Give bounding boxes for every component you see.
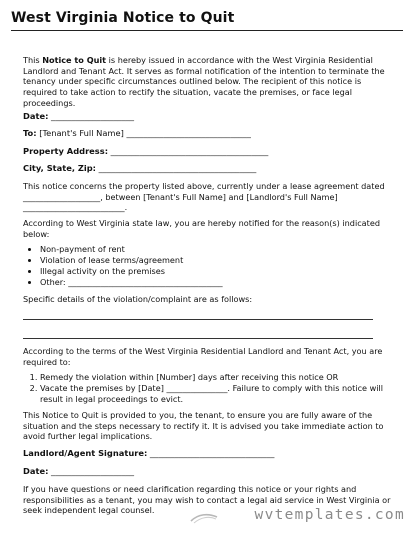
date2-line: ____________________ xyxy=(51,466,135,476)
property-address-label: Property Address: xyxy=(23,146,109,156)
lease-paragraph xyxy=(23,181,395,213)
requirement-item: 2. Vacate the premises by [Date] _______________. Failure to comply with this notice will result in legal proceedings to evict. xyxy=(40,383,395,404)
reasons-list xyxy=(23,244,395,287)
requirement-item: 1. Remedy the violation within [Number] days after receiving this notice OR xyxy=(40,372,395,383)
details-line xyxy=(23,319,373,320)
reason-item: • Illegal activity on the premises xyxy=(40,266,395,277)
intro-lead: This xyxy=(23,55,43,65)
footer-text: If you have questions or need clarification regarding this notice or your rights and responsibilities as a tenant, you may wish to contact a legal aid service in West Virginia or seek independent legal counsel. xyxy=(23,484,391,516)
city-state-zip-line: ______________________________________ xyxy=(98,163,257,173)
to-value: [Tenant's Full Name] ______________________________ xyxy=(39,128,251,138)
signature-line: ______________________________ xyxy=(149,448,275,458)
reason-intro: According to West Virginia state law, you are hereby notified for the reason(s) indicated below: xyxy=(23,218,380,239)
date-line: ____________________ xyxy=(51,111,135,121)
requirements-list xyxy=(23,372,395,404)
to-label: To: xyxy=(23,128,37,138)
terms-intro: According to the terms of the West Virginia Residential Landlord and Tenant Act, you are required to: xyxy=(23,346,383,367)
closing-text: This Notice to Quit is provided to you, the tenant, to ensure you are fully aware of the situation and the steps necessary to rectify it. It is advised you take immediate action to avoid further legal implications. xyxy=(23,410,384,442)
closing-paragraph xyxy=(23,410,395,442)
signature-field xyxy=(23,448,274,459)
city-state-zip-label: City, State, Zip: xyxy=(23,163,96,173)
reason-item: • Other: ______________________________________ xyxy=(40,277,395,288)
intro-rest: is hereby issued in accordance with the West Virginia Residential Landlord and Tenant Act. It serves as formal notification of the intention to terminate the tenancy under specific circumstances outlined below. The recipient of this notice is required to take action to rectify the situation, vacate the premises, or face legal proceedings. xyxy=(23,55,385,108)
details-intro: Specific details of the violation/complaint are as follows: xyxy=(23,294,253,304)
brand-swoosh-icon xyxy=(190,512,218,524)
intro-paragraph xyxy=(23,55,395,109)
date2-field xyxy=(23,466,134,477)
document-title: West Virginia Notice to Quit xyxy=(11,10,403,31)
intro-bold: Notice to Quit xyxy=(42,55,107,65)
property-address-line: ______________________________________ xyxy=(110,146,269,156)
to-field xyxy=(23,128,251,139)
date-field xyxy=(23,111,134,122)
property-address-field xyxy=(23,146,268,157)
details-line xyxy=(23,338,373,339)
terms-section xyxy=(23,346,395,405)
date-label: Date: xyxy=(23,111,49,121)
reason-item: • Violation of lease terms/agreement xyxy=(40,255,395,266)
city-state-zip-field xyxy=(23,163,256,174)
watermark[interactable]: wvtemplates.com xyxy=(254,507,405,523)
reason-item: • Non-payment of rent xyxy=(40,244,395,255)
date2-label: Date: xyxy=(23,466,49,476)
signature-label: Landlord/Agent Signature: xyxy=(23,448,148,458)
reasons-section xyxy=(23,218,395,287)
details-section xyxy=(23,294,395,305)
lease-text: This notice concerns the property listed above, currently under a lease agreement dated ___________________, between [Tenant's Full Name] and [Landlord's Full Name] _________________________. xyxy=(23,181,385,213)
